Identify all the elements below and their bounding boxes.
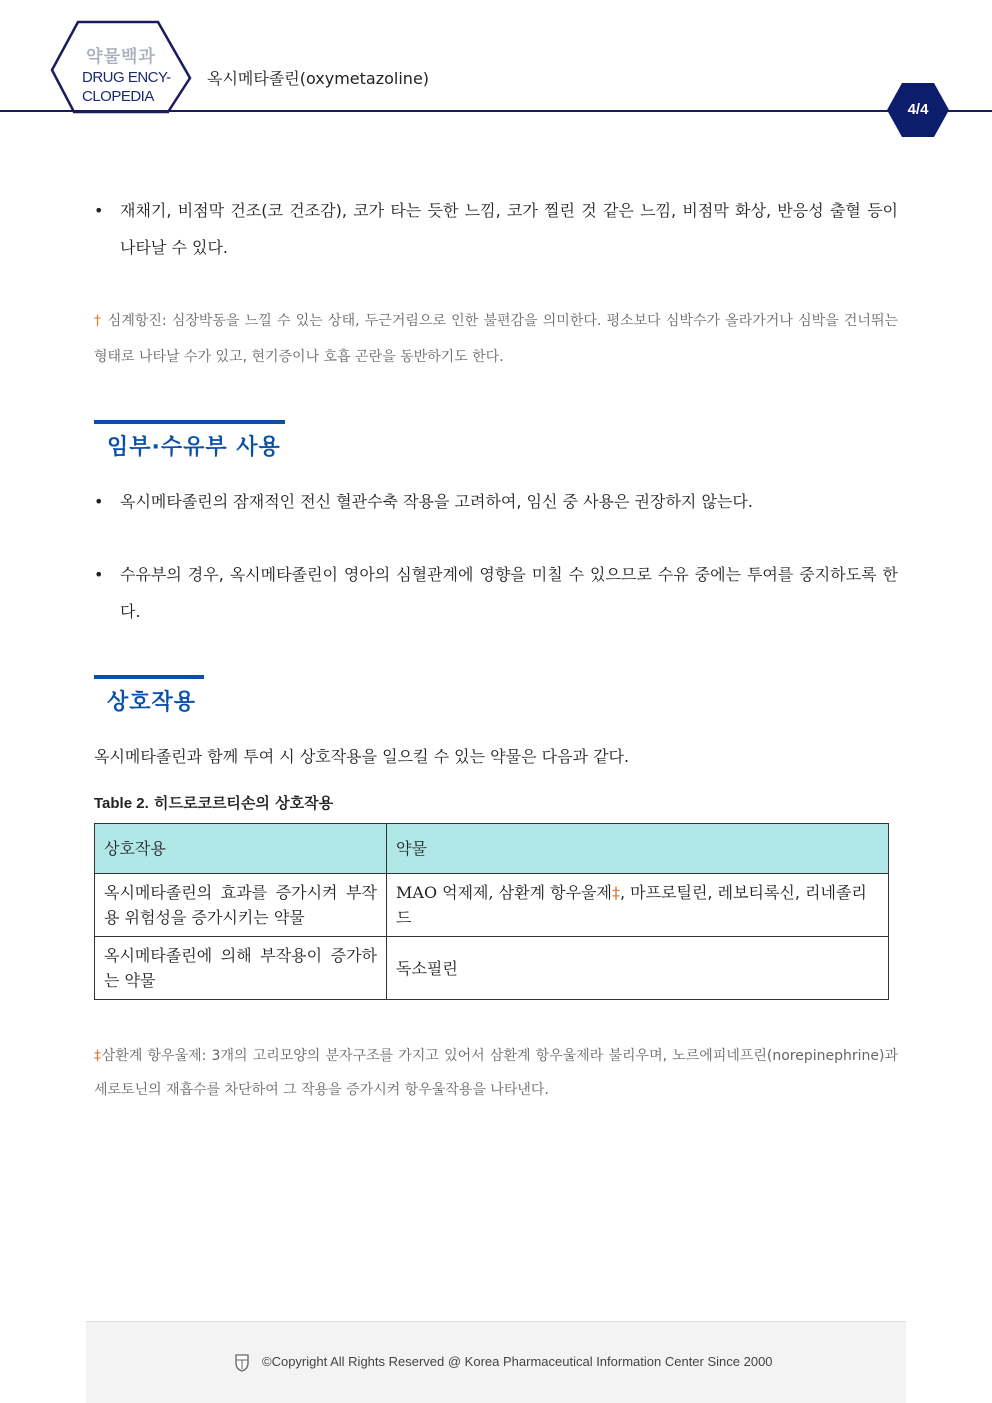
logo-english-line2: CLOPEDIA [82,88,154,105]
bullet-text: 옥시메타졸린의 잠재적인 전신 혈관수축 작용을 고려하여, 임신 중 사용은 권장하지 않는다. [120,492,753,511]
section-accent-bar [94,675,204,679]
page-footer [86,1321,906,1403]
drugs-text: MAO 억제제, 삼환계 항우울제 [396,883,612,902]
bullet-icon: • [94,201,104,220]
logo-english-line1: DRUG ENCY- [82,69,171,86]
page-number: 4/4 [907,101,929,118]
note-text: 심계항진: 심장박동을 느낄 수 있는 상태, 두근거림으로 인한 불편감을 의미한다. 평소보다 심박수가 올라가거나 심박을 건너뛰는 형태로 나타날 수가 있고, 현기증이나 호흡 곤란을 동반하기도 한다. [94,313,899,365]
logo [50,20,192,114]
side-effects-bullet [94,192,898,266]
bullet-icon: • [94,492,104,511]
column-header-effect: 상호작용 [95,824,387,874]
table-cell-effect: 옥시메타졸린에 의해 부작용이 증가하는 약물 [95,937,387,1000]
crest-icon [234,1354,250,1372]
section-accent-bar [94,420,285,424]
table-cell-drugs: 독소필린 [387,937,889,1000]
logo-korean-text: 약물백과 [86,47,156,67]
palpitation-note [94,303,898,375]
dagger-mark: † [94,313,102,329]
table-cell-effect: 옥시메타졸린의 효과를 증가시켜 부작용 위험성을 증가시키는 약물 [95,874,387,937]
pregnancy-bullet [94,483,898,520]
page-indicator-badge [886,82,950,138]
bullet-icon: • [94,565,104,584]
section-heading-interactions: 상호작용 [107,690,197,715]
document-title: 옥시메타졸린(oxymetazoline) [207,69,430,88]
logo-english-text [82,68,171,106]
table-cell-drugs [387,874,889,937]
table-header-row [95,824,889,874]
table-caption-title: 히드로코르티손의 상호작용 [153,794,334,812]
tricyclic-footnote [94,1039,898,1107]
header-divider [0,110,992,112]
double-dagger-mark: ‡ [611,883,620,902]
table-row [95,874,889,937]
double-dagger-mark: ‡ [94,1048,102,1064]
bullet-text: 재채기, 비점막 건조(코 건조감), 코가 타는 듯한 느낌, 코가 찔린 것 같은 느낌, 비점막 화상, 반응성 출혈 등이 나타날 수 있다. [120,201,898,257]
table-caption-label: Table 2. [94,795,149,812]
table-row [95,937,889,1000]
footnote-text: 삼환계 항우울제: 3개의 고리모양의 분자구조를 가지고 있어서 삼환계 항우울제라 불리우며, 노르에피네프린(norepinephrine)과 세로토닌의 재흡수를 차단하여 그 작용을 증가시켜 항우울작용을 나타낸다. [94,1048,899,1098]
lactation-bullet [94,556,898,630]
interactions-table [94,823,889,1000]
interactions-intro: 옥시메타졸린과 함께 투여 시 상호작용을 일으킬 수 있는 약물은 다음과 같다. [94,747,630,766]
table-caption [94,792,333,813]
bullet-text: 수유부의 경우, 옥시메타졸린이 영아의 심혈관계에 영향을 미칠 수 있으므로 수유 중에는 투여를 중지하도록 한다. [120,565,898,621]
drugs-text: , 마프로틸린, 레보티록신, 리네졸리드 [396,883,867,927]
section-heading-pregnancy: 임부·수유부 사용 [107,435,281,460]
copyright-text: ©Copyright All Rights Reserved @ Korea Pharmaceutical Information Center Since 2000 [262,1354,773,1369]
column-header-drugs: 약물 [387,824,889,874]
